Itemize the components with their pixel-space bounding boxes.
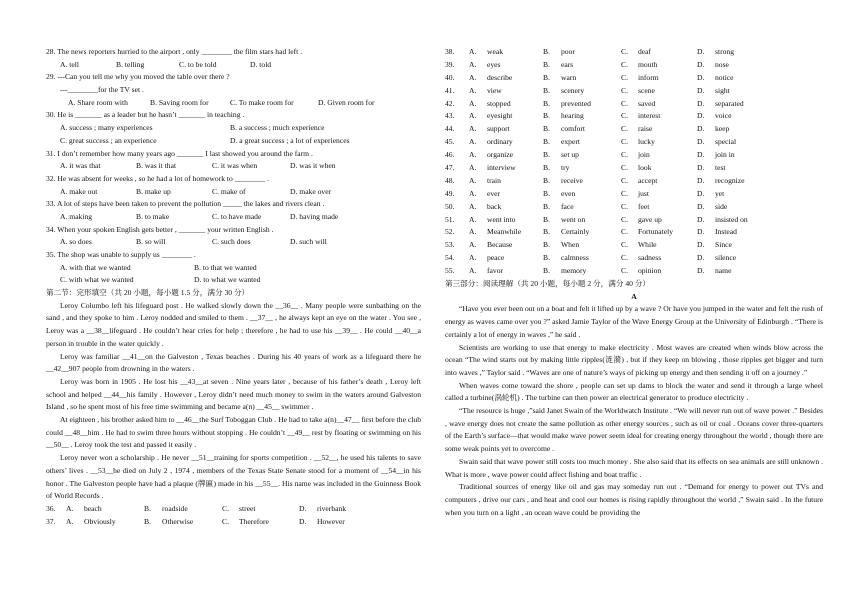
option-a: A. Share room with xyxy=(68,97,128,107)
option-letter: A. xyxy=(469,98,477,108)
question-30-options-1 xyxy=(46,122,421,135)
cloze-choice-row xyxy=(445,136,823,149)
option-letter: D. xyxy=(697,266,705,276)
option-b: B. a success ; much experience xyxy=(230,123,325,133)
option-letter: B. xyxy=(543,85,550,95)
question-34-stem: 34. When your spoken English gets better , _______ your written English . xyxy=(46,224,274,234)
option-letter: B. xyxy=(543,111,550,121)
option-letter: C. xyxy=(621,188,628,198)
question-32-stem: 32. He was absent for weeks , so he had a lot of homework to ________ . xyxy=(46,173,269,183)
option-text: scenery xyxy=(561,85,585,95)
option-text: set up xyxy=(561,150,579,160)
option-letter: A. xyxy=(469,175,477,185)
cloze-choice-row xyxy=(445,214,823,227)
section-3-heading: 第三部分：阅读理解（共 20 小题，每小题 2 分，满分 40 分） xyxy=(445,279,651,289)
option-b: B. was it that xyxy=(136,161,177,171)
option-text: Meanwhile xyxy=(487,227,522,237)
option-letter: B. xyxy=(543,137,550,147)
option-letter: A. xyxy=(469,47,477,56)
cloze-choice-row xyxy=(445,239,823,252)
option-b: B. so will xyxy=(136,237,166,247)
option-text: gave up xyxy=(638,214,662,224)
option-letter: D. xyxy=(697,111,705,121)
option-letter: D. xyxy=(697,163,705,173)
option-text: keep xyxy=(715,124,730,134)
question-35-options-1 xyxy=(46,262,421,275)
option-letter: A. xyxy=(469,188,477,198)
option-letter: D. xyxy=(697,72,705,82)
option-letter: C. xyxy=(621,214,628,224)
cloze-choice-row xyxy=(445,110,823,123)
option-text: silence xyxy=(715,253,737,263)
option-text: raise xyxy=(638,124,653,134)
option-text: side xyxy=(715,201,728,211)
option-b: B. to that we wanted xyxy=(194,262,257,272)
option-letter: D. xyxy=(697,137,705,147)
option-text: inform xyxy=(638,72,659,82)
option-text: eyesight xyxy=(487,111,513,121)
option-letter: B. xyxy=(543,240,550,250)
option-letter: A. xyxy=(469,214,477,224)
cloze-choice-row xyxy=(445,98,823,111)
option-text: join xyxy=(638,150,650,160)
question-number: 38. xyxy=(445,47,455,56)
option-letter: A. xyxy=(469,240,477,250)
option-text: warn xyxy=(561,72,577,82)
option-c: C. it was when xyxy=(212,161,258,171)
left-column xyxy=(46,46,421,529)
option-letter: C. xyxy=(621,227,628,237)
question-number: 45. xyxy=(445,137,455,147)
option-text: train xyxy=(487,175,501,185)
option-a: A. tell xyxy=(60,59,79,69)
question-number: 55. xyxy=(445,266,455,276)
reading-paragraph-5: Swain said that wave power still costs too much money . She also said that its effects on sea animals are still unknown . What is more , wave power could affect fishing and boat traffic . xyxy=(445,456,823,479)
option-text: separated xyxy=(715,98,744,108)
option-letter: A. xyxy=(469,227,477,237)
cloze-choice-row xyxy=(445,252,823,265)
cloze-choice-37: 37. A. Obviously B. Otherwise C. Therefore D. However xyxy=(46,516,345,526)
option-text: prevented xyxy=(561,98,591,108)
option-letter: D. xyxy=(697,227,705,237)
cloze-choice-row xyxy=(445,72,823,85)
option-letter: D. xyxy=(697,124,705,134)
option-letter: C. xyxy=(621,175,628,185)
option-letter: D. xyxy=(697,240,705,250)
cloze-paragraph-1: Leroy Columbo left his lifeguard post . He walked slowly down the __36__ . Many people were sunbathing on the sand , and they spoke to him . Leroy nodded and smiled to them . __37__ , he always kept an eye on the water . You see , Leroy was a __38__lifeguard . He couldn’t hear cries for help ; therefore , he had to use his __39__ . He could __40__a person in trouble in the water quickly . xyxy=(46,300,421,348)
option-text: comfort xyxy=(561,124,586,134)
option-d: D. told xyxy=(250,59,272,69)
option-letter: B. xyxy=(543,175,550,185)
cloze-choice-grid xyxy=(445,46,823,278)
option-letter: B. xyxy=(543,163,550,173)
option-text: While xyxy=(638,240,657,250)
option-text: expert xyxy=(561,137,580,147)
option-letter: D. xyxy=(697,150,705,160)
option-text: hearing xyxy=(561,111,584,121)
option-text: calmness xyxy=(561,253,589,263)
question-29-stem-2: ---________for the TV set . xyxy=(60,85,144,95)
option-text: ordinary xyxy=(487,137,513,147)
option-c: C. to be told xyxy=(179,59,217,69)
option-text: poor xyxy=(561,47,575,56)
option-a: A. making xyxy=(60,211,93,221)
option-letter: B. xyxy=(543,47,550,56)
option-d: D. a great success ; a lot of experiences xyxy=(230,135,350,145)
question-35-stem: 35. The shop was unable to supply us ________ . xyxy=(46,250,196,259)
option-d: D. having made xyxy=(290,211,339,221)
option-letter: C. xyxy=(621,111,628,121)
cloze-choice-row xyxy=(445,123,823,136)
option-c: C. such does xyxy=(212,237,251,247)
option-text: weak xyxy=(487,47,504,56)
option-text: receive xyxy=(561,175,583,185)
option-text: Because xyxy=(487,240,513,250)
option-letter: C. xyxy=(621,150,628,160)
option-text: strong xyxy=(715,47,734,56)
option-a: A. make out xyxy=(60,186,98,196)
option-letter: C. xyxy=(621,59,628,69)
cloze-paragraph-2: Leroy was familiar __41__on the Galveston , Texas beaches . During his 40 years of work as a lifeguard there he __42__907 people from drowning in the waters . xyxy=(46,351,421,374)
option-text: insisted on xyxy=(715,214,748,224)
option-letter: B. xyxy=(543,201,550,211)
option-letter: A. xyxy=(469,85,477,95)
option-text: feet xyxy=(638,201,650,211)
option-letter: A. xyxy=(469,72,477,82)
cloze-choice-row xyxy=(445,226,823,239)
option-letter: B. xyxy=(543,188,550,198)
option-c: C. great success ; an experience xyxy=(60,135,157,145)
question-number: 41. xyxy=(445,85,455,95)
option-text: test xyxy=(715,163,726,173)
question-number: 39. xyxy=(445,59,455,69)
reading-paragraph-6: Traditional sources of energy like oil and gas may someday run out . “Demand for energy to power out TVs and computers , drive our cars , and heat and cool our homes is rising rapidly throughout the world ,” Swain said . In the future when you turn on a light , an ocean wave could be providing the xyxy=(445,482,823,517)
option-letter: C. xyxy=(621,47,628,56)
option-letter: D. xyxy=(697,98,705,108)
option-c: C. to have made xyxy=(212,211,262,221)
option-text: lucky xyxy=(638,137,655,147)
option-text: mouth xyxy=(638,59,658,69)
option-text: face xyxy=(561,201,574,211)
option-letter: D. xyxy=(697,253,705,263)
option-text: saved xyxy=(638,98,656,108)
option-letter: B. xyxy=(543,266,550,276)
question-number: 48. xyxy=(445,175,455,185)
cloze-paragraph-5: Leroy never won a scholarship . He never __51__training for sports competition . __52__, he used his talents to save others’ lives . __53__he died on July 2 , 1974 , members of the Texas State Senate stood for a moment of __54__in his honor . The Galveston people have had a plaque (牌匾) made in his __55__. His name was included in the Guinness Book of World Records . xyxy=(46,453,421,501)
option-text: scene xyxy=(638,85,655,95)
option-text: even xyxy=(561,188,576,198)
option-text: just xyxy=(638,188,649,198)
passage-a-label: A xyxy=(631,291,637,301)
option-text: went on xyxy=(561,214,586,224)
option-text: voice xyxy=(715,111,732,121)
option-text: sadness xyxy=(638,253,662,263)
option-text: nose xyxy=(715,59,729,69)
option-letter: C. xyxy=(621,98,628,108)
reading-paragraph-4: “The resource is huge ,”said Janet Swain of the Worldwatch Institute . “We will never run out of wave power .” Besides , wave energy does not create the same pollution as other energy sources , such as oil or coal . Oceans cover three-quarters of the Earth’s surface—that would make wave power seem ideal for creating energy throughout the world , though there are some weak points yet to overcome . xyxy=(445,406,823,454)
reading-paragraph-3: When waves come toward the shore , people can set up dams to block the water and send it through a large wheel called a turbine(涡轮机) . The turbine can then power an electrical generator to produce electricity . xyxy=(445,380,823,403)
option-text: recognize xyxy=(715,175,745,185)
question-number: 49. xyxy=(445,188,455,198)
question-number: 42. xyxy=(445,98,455,108)
option-letter: D. xyxy=(697,214,705,224)
question-31-stem: 31. I don’t remember how many years ago _______ I last showed you around the farm . xyxy=(46,148,313,158)
option-text: interview xyxy=(487,163,516,173)
option-text: look xyxy=(638,163,652,173)
question-28-options xyxy=(46,59,421,72)
question-33-stem: 33. A lot of steps have been taken to prevent the pollution _____ the lakes and rivers clean . xyxy=(46,199,325,209)
option-letter: C. xyxy=(621,240,628,250)
option-text: eyes xyxy=(487,59,501,69)
option-text: interest xyxy=(638,111,661,121)
option-text: Instead xyxy=(715,227,737,237)
question-30-stem: 30. He is _______ as a leader but he hasn’t _______ in teaching . xyxy=(46,110,245,120)
cloze-choice-row xyxy=(445,162,823,175)
option-letter: B. xyxy=(543,124,550,134)
option-letter: D. xyxy=(697,59,705,69)
question-number: 52. xyxy=(445,227,455,237)
option-letter: B. xyxy=(543,150,550,160)
reading-paragraph-2: Scientists are working to use that energy to make electricity . Most waves are created when winds blow across the ocean “The wind starts out by making little ripples(涟漪) , but if they keep on blowing , those ripples get bigger and turn into waves ,” Taylor said . “Waves are one of nature’s ways of picking up energy and then sending it off on a journey .” xyxy=(445,342,823,377)
option-c: C. To make room for xyxy=(230,97,294,107)
option-text: deaf xyxy=(638,47,652,56)
option-letter: D. xyxy=(697,201,705,211)
option-letter: C. xyxy=(621,72,628,82)
cloze-paragraph-4: At eighteen , his brother asked him to __46__the Surf Toboggan Club . He had to take a(n)__47__ first before the club could __48__him . He had to swim three hours without stopping . He couldn’t __49__ rest by floating or swimming on his __50__ . Leroy took the test and passed it easily . xyxy=(46,415,421,450)
option-letter: B. xyxy=(543,59,550,69)
option-text: join in xyxy=(715,150,735,160)
right-column xyxy=(445,46,823,519)
option-text: yet xyxy=(715,188,725,198)
question-29-stem: 29. ---Can you tell me why you moved the table over there ? xyxy=(46,72,230,82)
option-text: memory xyxy=(561,266,587,276)
option-letter: A. xyxy=(469,163,477,173)
question-number: 54. xyxy=(445,253,455,263)
option-letter: B. xyxy=(543,253,550,263)
option-letter: B. xyxy=(543,227,550,237)
question-number: 51. xyxy=(445,214,455,224)
option-text: When xyxy=(561,240,580,250)
reading-paragraph-1: “Have you ever been out on a boat and felt it lifted up by a wave ? Or have you jumped in the water and felt the rush of energy as waves came over you ?” asked Jamie Taylor of the Wave Energy Group at the University of Edinburgh . “There is certainly a lot of energy in waves ,” he said . xyxy=(445,304,823,339)
cloze-choice-36: 36. A. beach B. roadside C. street D. riverbank xyxy=(46,504,347,513)
cloze-paragraph-3: Leroy was born in 1905 . He lost his __43__at seven . Nine years later , because of his father’s death , Leroy left school and helped __44__his family . However , Leroy didn’t need much money to swim in the waters around Galveston Island , so he spent most of his free time swimming and became a(n) __45__ swimmer . xyxy=(46,376,421,412)
question-28-stem: 28. The news reporters hurried to the airport , only ________ the film stars had left . xyxy=(46,47,303,56)
option-letter: A. xyxy=(469,201,477,211)
question-32-options xyxy=(46,186,421,199)
option-b: B. Saving room for xyxy=(150,97,209,107)
option-letter: A. xyxy=(469,137,477,147)
option-a: A. with that we wanted xyxy=(60,262,131,272)
option-letter: C. xyxy=(621,253,628,263)
option-letter: A. xyxy=(469,59,477,69)
option-text: support xyxy=(487,124,510,134)
option-text: view xyxy=(487,85,502,95)
cloze-choice-row xyxy=(445,149,823,162)
option-letter: B. xyxy=(543,98,550,108)
cloze-choice-row xyxy=(445,201,823,214)
option-text: accept xyxy=(638,175,658,185)
option-d: D. to what we wanted xyxy=(194,275,261,285)
question-29-options xyxy=(46,97,421,110)
option-d: D. Given room for xyxy=(318,97,375,107)
option-text: try xyxy=(561,163,570,173)
option-letter: A. xyxy=(469,124,477,134)
option-text: ever xyxy=(487,188,501,198)
cloze-choice-row xyxy=(445,175,823,188)
option-b: B. make up xyxy=(136,186,171,196)
option-text: peace xyxy=(487,253,505,263)
option-a: A. it was that xyxy=(60,161,101,171)
question-number: 40. xyxy=(445,72,455,82)
option-letter: C. xyxy=(621,137,628,147)
section-2-heading: 第二节：完形填空（共 20 小题，每小题 1.5 分，满分 30 分） xyxy=(46,288,250,298)
option-text: back xyxy=(487,201,502,211)
option-text: Since xyxy=(715,240,732,250)
cloze-choice-row xyxy=(445,188,823,201)
cloze-choice-row xyxy=(445,59,823,72)
question-number: 44. xyxy=(445,124,455,134)
question-31-options xyxy=(46,160,421,173)
question-35-options-2 xyxy=(46,274,421,287)
option-letter: D. xyxy=(697,47,705,56)
option-letter: B. xyxy=(543,214,550,224)
option-a: A. so does xyxy=(60,237,92,247)
option-letter: B. xyxy=(543,72,550,82)
option-b: B. to make xyxy=(136,211,170,221)
question-number: 50. xyxy=(445,201,455,211)
option-text: organize xyxy=(487,150,514,160)
option-text: sight xyxy=(715,85,730,95)
option-d: D. make over xyxy=(290,186,332,196)
option-letter: A. xyxy=(469,111,477,121)
option-letter: D. xyxy=(697,85,705,95)
option-text: Fortunately xyxy=(638,227,674,237)
option-c: C. with what we wanted xyxy=(60,275,134,285)
option-letter: C. xyxy=(621,201,628,211)
option-text: opinion xyxy=(638,266,662,276)
question-33-options xyxy=(46,211,421,224)
option-text: describe xyxy=(487,72,513,82)
option-text: name xyxy=(715,266,732,276)
option-letter: A. xyxy=(469,150,477,160)
option-a: A. success ; many experiences xyxy=(60,123,153,133)
question-number: 43. xyxy=(445,111,455,121)
option-letter: D. xyxy=(697,188,705,198)
question-number: 46. xyxy=(445,150,455,160)
option-b: B. telling xyxy=(116,59,145,69)
question-number: 53. xyxy=(445,240,455,250)
option-text: ears xyxy=(561,59,574,69)
option-text: favor xyxy=(487,266,504,276)
option-letter: C. xyxy=(621,266,628,276)
option-d: D. was it when xyxy=(290,161,336,171)
option-text: went into xyxy=(487,214,516,224)
option-text: stopped xyxy=(487,98,511,108)
option-letter: C. xyxy=(621,85,628,95)
cloze-choice-row xyxy=(445,85,823,98)
option-c: C. make of xyxy=(212,186,246,196)
cloze-choice-row xyxy=(445,265,823,278)
cloze-choice-row xyxy=(445,46,823,59)
option-text: notice xyxy=(715,72,734,82)
option-text: Certainly xyxy=(561,227,590,237)
option-letter: A. xyxy=(469,253,477,263)
option-letter: D. xyxy=(697,175,705,185)
option-letter: C. xyxy=(621,124,628,134)
question-30-options-2 xyxy=(46,135,421,148)
option-d: D. such will xyxy=(290,237,327,247)
option-letter: C. xyxy=(621,163,628,173)
question-number: 47. xyxy=(445,163,455,173)
option-text: special xyxy=(715,137,737,147)
option-letter: A. xyxy=(469,266,477,276)
question-34-options xyxy=(46,236,421,249)
